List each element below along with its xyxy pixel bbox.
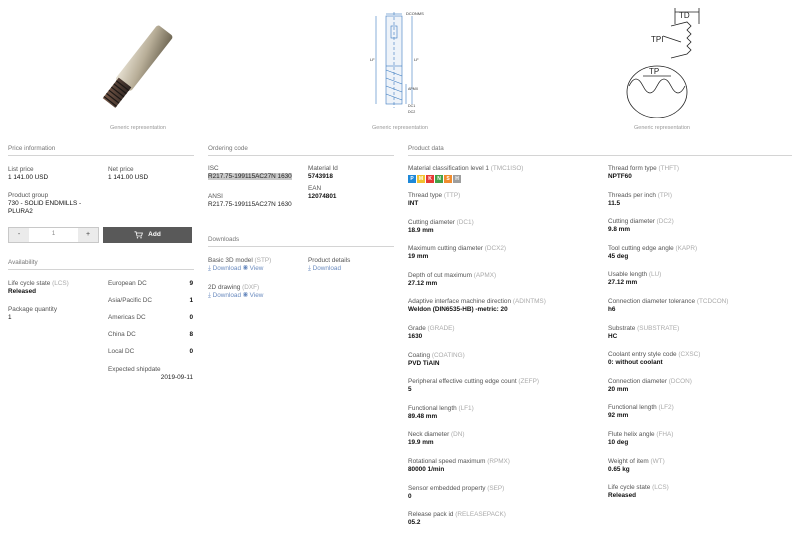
field-label: Coolant entry style code: [608, 351, 677, 359]
package-quantity: [8, 306, 57, 322]
basic3d-code: (STP): [254, 257, 272, 264]
field-code: (WT): [650, 457, 665, 465]
product-field: [408, 298, 546, 314]
stock-value: 0: [189, 348, 193, 355]
download-icon: ⤓: [208, 292, 211, 299]
basic3d-view-link[interactable]: [243, 265, 264, 272]
eye-icon: ◉: [242, 292, 248, 299]
field-value: 9.8 mm: [608, 226, 631, 234]
ean-value: 12074801: [308, 193, 337, 200]
product-field: [608, 192, 672, 208]
product-field: [608, 165, 679, 181]
basic3d-download-link[interactable]: [208, 265, 241, 272]
field-label: Cutting diameter: [408, 218, 455, 226]
stock-value: 0: [189, 314, 193, 321]
list-price-value: 1 141.00 USD: [8, 174, 49, 181]
product-field: [608, 404, 674, 420]
stock-label: Americas DC: [108, 314, 146, 321]
field-code: (DCON): [668, 377, 692, 385]
field-code: (LU): [648, 271, 662, 279]
basic3d-label: Basic 3D model: [208, 257, 253, 264]
product-details-download-link[interactable]: [308, 265, 341, 272]
thread-profile-drawing: [615, 6, 715, 118]
field-value: HC: [608, 332, 618, 340]
ansi-label: ANSI: [208, 193, 223, 200]
availability-section-title: Availability: [8, 259, 38, 266]
product-field: [408, 431, 464, 447]
field-code: (TCDCON): [696, 298, 729, 305]
product-field: [608, 271, 661, 287]
iso-chip-n: N: [435, 175, 443, 183]
product-details-label: Product details: [308, 257, 351, 264]
field-label: Usable length: [608, 271, 648, 279]
downloads-section-title: Downloads: [208, 236, 240, 243]
package-quantity-value: 1: [8, 314, 12, 321]
field-value: INT: [408, 200, 419, 207]
download-text: Download: [212, 265, 242, 272]
image-caption-3: Generic representation: [634, 125, 690, 131]
product-field: [608, 218, 674, 234]
stock-row-asia-pacific: [108, 297, 193, 305]
material-id-value: 5743918: [308, 173, 333, 180]
isc-value[interactable]: R217.75-199115AC27N 1630: [208, 173, 292, 180]
product-field: [408, 458, 510, 474]
field-value: NPTF60: [608, 173, 632, 180]
add-button-label: Add: [148, 230, 161, 238]
field-code: (FHA): [656, 431, 674, 438]
net-price-label: Net price: [108, 166, 134, 173]
product-field: [608, 378, 692, 394]
thread-label-td: TD: [679, 11, 690, 20]
eye-icon: ◉: [242, 265, 248, 272]
image-caption-1: Generic representation: [110, 125, 166, 131]
stock-value: 9: [189, 280, 193, 287]
drawing2d-view-link[interactable]: [243, 292, 264, 299]
stock-value: 1: [189, 297, 193, 304]
stock-row-local: [108, 348, 193, 356]
field-code: (CXSC): [678, 351, 701, 359]
cart-icon: [134, 231, 143, 239]
field-label: Neck diameter: [408, 431, 450, 439]
field-label: Flute helix angle: [608, 431, 655, 438]
stock-label: Local DC: [108, 348, 135, 355]
basic-3d-model: [208, 257, 271, 273]
add-to-cart-button[interactable]: [103, 227, 192, 243]
dimension-drawing: [362, 6, 442, 118]
image-caption-2: Generic representation: [372, 125, 428, 131]
field-value: 11.5: [608, 199, 621, 207]
dim-label-lf2: LF: [414, 57, 419, 62]
product-field: [408, 245, 506, 261]
lifecycle-code: (LCS): [52, 280, 69, 287]
drawing2d-label: 2D drawing: [208, 284, 241, 291]
product-data-section-title: Product data: [408, 145, 444, 152]
downloads-divider: [208, 246, 394, 247]
dim-label-dc2: DC2: [408, 110, 416, 114]
product-field: [608, 458, 665, 474]
field-label: Maximum cutting diameter: [408, 245, 483, 253]
material-id-label: Material Id: [308, 165, 338, 172]
material-id: [308, 165, 338, 181]
qty-input[interactable]: 1: [51, 231, 56, 238]
drawing2d-code: (DXF): [242, 284, 260, 291]
field-value: 92 mm: [608, 412, 629, 420]
expected-shipdate: [108, 366, 193, 382]
field-value: 19.9 mm: [408, 439, 434, 447]
quantity-stepper: [8, 227, 99, 243]
field-value: 80000 1/min: [408, 466, 445, 473]
field-label: Cutting diameter: [608, 218, 655, 226]
price-divider: [8, 155, 194, 156]
field-code: (APMX): [473, 271, 497, 279]
field-label: Peripheral effective cutting edge count: [408, 378, 517, 386]
product-field: [408, 485, 504, 501]
tmc-label: Material classification level 1: [408, 165, 489, 172]
view-text: View: [249, 292, 264, 299]
field-label: Rotational speed maximum: [408, 458, 486, 465]
stock-label: China DC: [108, 331, 136, 338]
product-field: [408, 219, 474, 235]
product-field: [408, 352, 465, 368]
field-code: (TTP): [443, 192, 461, 199]
product-field: [408, 272, 496, 288]
field-value: Weldon (DIN6535-HB) -metric: 20: [408, 306, 508, 314]
product-group: [8, 192, 98, 216]
field-code: (ZEFP): [518, 378, 539, 386]
drawing2d-download-link[interactable]: [208, 292, 241, 299]
field-code: (RPMX): [487, 458, 510, 465]
field-code: (THFT): [658, 165, 680, 172]
field-value: PVD TiAlN: [408, 359, 440, 367]
field-value: 45 deg: [608, 252, 629, 260]
field-code: (DC1): [456, 218, 474, 226]
product-field: [608, 298, 728, 314]
field-label: Threads per inch: [608, 191, 656, 199]
iso-chip-s: S: [444, 175, 452, 183]
qty-plus-button[interactable]: +: [78, 228, 98, 242]
field-value: 0.65 kg: [608, 465, 630, 473]
iso-chip-m: M: [418, 176, 424, 182]
product-data-divider: [408, 155, 792, 156]
lifecycle-label: Life cycle state: [8, 280, 51, 287]
field-code: (COATING): [431, 351, 465, 359]
field-label: Adaptive interface machine direction: [408, 298, 512, 306]
field-value: Released: [608, 492, 637, 500]
dim-label-dconms: DCONMS: [406, 11, 424, 16]
field-label: Connection diameter tolerance: [608, 298, 696, 305]
download-text: Download: [312, 265, 342, 272]
field-code: (TPI): [657, 191, 672, 199]
field-value: 0: without coolant: [608, 359, 663, 367]
iso-chip-p: P: [408, 175, 416, 183]
field-label: Depth of cut maximum: [408, 271, 472, 279]
field-value: 27.12 mm: [408, 279, 438, 287]
field-label: Thread type: [408, 192, 443, 199]
lifecycle-state: [8, 280, 69, 296]
product-field: [608, 245, 697, 261]
ean: [308, 185, 336, 201]
net-price-value: 1 141.00 USD: [108, 174, 149, 181]
field-code: (LCS): [652, 484, 669, 492]
field-code: (SUBSTRATE): [637, 324, 680, 332]
tmc-code: (TMC1ISO): [490, 165, 524, 172]
field-value: 5: [408, 386, 412, 394]
field-label: Thread form type: [608, 165, 657, 172]
field-label: Life cycle state: [608, 484, 651, 492]
field-code: (ADINTMS): [512, 298, 546, 306]
shipdate-value: 2019-09-11: [160, 374, 193, 381]
stock-row-china: [108, 331, 193, 339]
qty-minus-button[interactable]: -: [9, 228, 29, 242]
ean-label: EAN: [308, 185, 322, 192]
package-quantity-label: Package quantity: [8, 306, 58, 313]
field-label: Release pack id: [408, 511, 454, 519]
field-label: Grade: [408, 325, 426, 332]
field-value: 27.12 mm: [608, 279, 638, 287]
availability-divider: [8, 269, 194, 270]
field-value: h6: [608, 306, 616, 313]
stock-label: Asia/Pacific DC: [108, 297, 153, 304]
field-code: (LF2): [658, 404, 674, 412]
isc-code: [208, 165, 296, 181]
product-field: [408, 192, 460, 208]
field-value: 10 deg: [608, 439, 629, 446]
dim-label-lf1: LF: [370, 57, 375, 62]
ansi-value: R217.75-199115AC27N 1630: [208, 201, 292, 208]
product-field: [608, 484, 669, 500]
field-value: 20 mm: [608, 385, 629, 393]
stock-row-americas: [108, 314, 193, 322]
shipdate-label: Expected shipdate: [108, 366, 161, 373]
thread-label-tpi: TPI: [651, 35, 664, 44]
download-text: Download: [212, 292, 242, 299]
tool-dimension-drawing: [362, 6, 442, 118]
drawing-2d: [208, 284, 263, 300]
material-classification: [408, 165, 523, 183]
iso-material-chips: [408, 175, 523, 183]
net-price: [108, 166, 148, 182]
iso-chip-h: H: [453, 175, 461, 183]
field-value: 1630: [408, 333, 423, 340]
field-code: (DC2): [656, 218, 674, 226]
isc-label: ISC: [208, 165, 219, 172]
field-code: (RELEASEPACK): [455, 511, 506, 519]
field-label: Weight of item: [608, 457, 649, 465]
product-field: [408, 325, 455, 341]
product-field: [608, 351, 700, 367]
product-field: [608, 431, 673, 447]
thread-label-tp: TP: [649, 67, 660, 76]
field-code: (LF1): [458, 404, 474, 412]
list-price-label: List price: [8, 166, 34, 173]
ansi-code: [208, 193, 296, 209]
stock-label: European DC: [108, 280, 147, 287]
thread-drawing: [615, 6, 715, 118]
field-code: (DCX2): [484, 245, 507, 253]
product-field: [408, 378, 539, 394]
field-value: 0: [408, 492, 412, 500]
stock-value: 8: [189, 331, 193, 338]
field-value: 05.2: [408, 519, 421, 527]
ordering-divider: [208, 155, 394, 156]
dim-label-dc1: DC1: [408, 104, 416, 108]
field-label: Coating: [408, 351, 431, 359]
lifecycle-value: Released: [8, 288, 37, 295]
download-icon: ⤓: [308, 265, 311, 272]
field-code: (DN): [450, 431, 465, 439]
product-details: [308, 257, 350, 273]
field-label: Connection diameter: [608, 377, 667, 385]
field-label: Sensor embedded property: [408, 484, 486, 492]
iso-chip-k: K: [426, 175, 434, 183]
field-label: Functional length: [408, 404, 457, 412]
product-field: [408, 405, 474, 421]
field-label: Substrate: [608, 324, 636, 332]
product-group-value: 730 - SOLID ENDMILLS - PLURA2: [8, 200, 82, 215]
field-code: (GRADE): [427, 325, 455, 332]
product-group-label: Product group: [8, 192, 49, 199]
download-icon: ⤓: [208, 265, 211, 272]
product-photo: [75, 10, 205, 120]
endmill-photo-image: [75, 10, 205, 120]
product-field: [408, 511, 506, 527]
field-code: (KAPR): [675, 244, 698, 252]
price-section-title: Price information: [8, 145, 56, 152]
ordering-section-title: Ordering code: [208, 145, 248, 152]
field-code: (SEP): [487, 484, 505, 492]
stock-row-european: [108, 280, 193, 288]
field-label: Tool cutting edge angle: [608, 244, 674, 252]
field-label: Functional length: [608, 404, 657, 412]
field-value: 19 mm: [408, 253, 429, 261]
dim-label-apmx: APMX: [408, 87, 419, 91]
field-value: 89.48 mm: [408, 412, 438, 420]
field-value: 18.9 mm: [408, 226, 434, 234]
product-field: [608, 325, 679, 341]
view-text: View: [249, 265, 264, 272]
list-price: [8, 166, 48, 182]
